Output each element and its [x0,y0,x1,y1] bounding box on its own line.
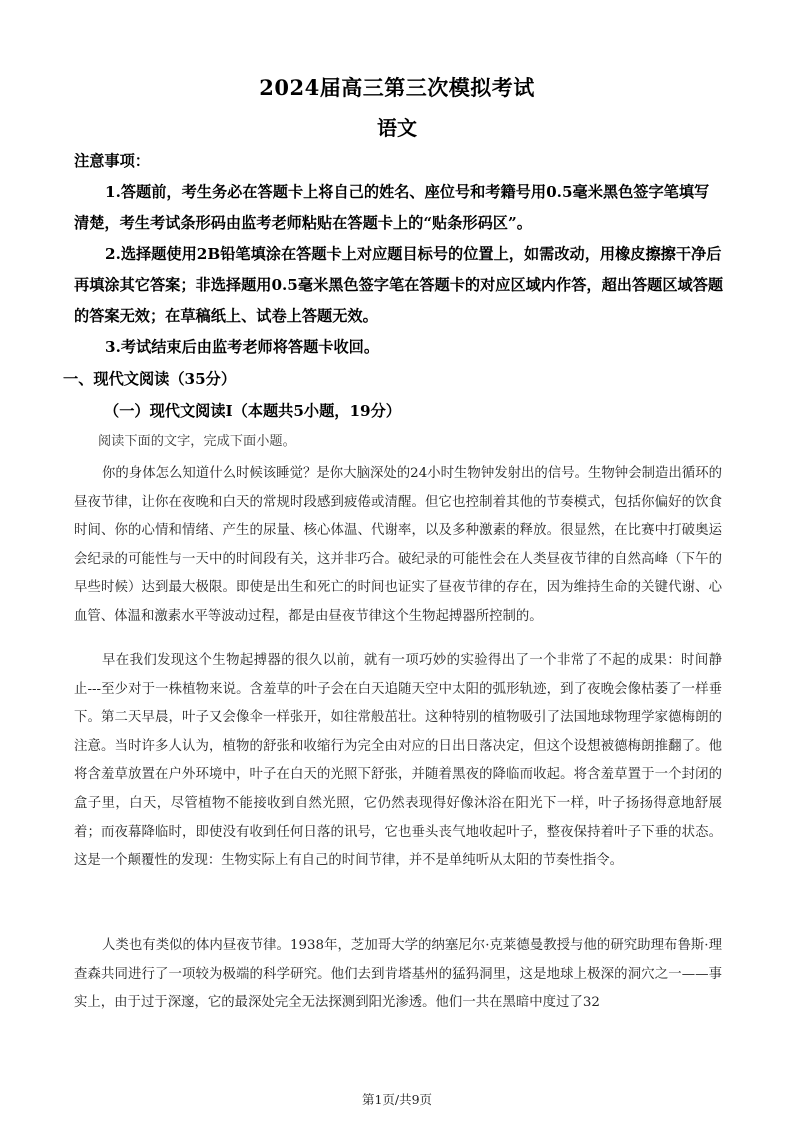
exam-title: 2024届高三第三次模拟考试 [259,75,535,100]
notes-section [74,146,724,363]
subsection-heading: （一）现代文阅读Ⅰ（本题共5小题，19分） [104,402,401,420]
passage-paragraph-3: 人类也有类似的体内昼夜节律。1938年，芝加哥大学的纳塞尼尔·克莱德曼教授与他的研究助理布鲁斯·理查森共同进行了一项较为极端的科学研究。他们去到肯塔基州的猛犸洞里，这是地球上极深的洞穴之一——事实上，由于过于深邃，它的最深处完全无法探测到阳光渗透。他们一共在黑暗中度过了32 [74,938,722,1011]
passage-paragraph-1: 你的身体怎么知道什么时候该睡觉？是你大脑深处的24小时生物钟发射出的信号。生物钟会制造出循环的昼夜节律，让你在夜晚和白天的常规时段感到疲倦或清醒。但它也控制着其他的节奏模式，包括你偏好的饮食时间、你的心情和情绪、产生的尿量、核心体温、代谢率，以及多种激素的释放。很显然，在比赛中打破奥运会纪录的可能性与一天中的时间段有关，这并非巧合。破纪录的可能性会在人类昼夜节律的自然高峰（下午的早些时候）达到最大极限。即使是出生和死亡的时间也证实了昼夜节律的存在，因为维持生命的关键代谢、心血管、体温和激素水平等波动过程，都是由昼夜节律这个生物起搏器所控制的。 [74,466,722,624]
note-item-3: 3.考试结束后由监考老师将答题卡收回。 [105,338,380,356]
passage-paragraph-2: 早在我们发现这个生物起搏器的很久以前，就有一项巧妙的实验得出了一个非常了不起的成果：时间静止---至少对于一株植物来说。含羞草的叶子会在白天追随天空中太阳的弧形轨迹，到了夜晚会像枯萎了一样垂下。第二天早晨，叶子又会像伞一样张开，如往常般茁壮。这种特别的植物吸引了法国地球物理学家德梅朗的注意。当时许多人认为，植物的舒张和收缩行为完全由对应的日出日落决定，但这个设想被德梅朗推翻了。他将含羞草放置在户外环境中，叶子在白天的光照下舒张，并随着黑夜的降临而收起。将含羞草置于一个封闭的盒子里，白天，尽管植物不能接收到自然光照，它仍然表现得好像沐浴在阳光下一样，叶子扬扬得意地舒展着；而夜幕降临时，即使没有收到任何日落的讯号，它也垂头丧气地收起叶子，整夜保持着叶子下垂的状态。这是一个颠覆性的发现：生物实际上有自己的时间节律，并不是单纯听从太阳的节奏性指令。 [74,653,722,869]
page-number: 第1页/共9页 [361,1092,433,1107]
note-item-2: 2.选择题使用2B铅笔填涂在答题卡上对应题目标号的位置上，如需改动，用橡皮擦擦干净后再填涂其它答案；非选择题用0.5毫米黑色签字笔在答题卡的对应区域内作答，超出答题区域答题的答案无效；在草稿纸上、试卷上答题无效。 [74,245,724,325]
subject-title: 语文 [377,116,417,140]
notes-heading: 注意事项： [74,152,150,170]
section-heading: 一、现代文阅读（35分） [63,370,237,388]
reading-instruction: 阅读下面的文字，完成下面小题。 [98,434,296,449]
note-item-1: 1.答题前，考生务必在答题卡上将自己的姓名、座位号和考籍号用0.5毫米黑色签字笔填写清楚，考生考试条形码由监考老师粘贴在答题卡上的“贴条形码区”。 [74,183,710,232]
